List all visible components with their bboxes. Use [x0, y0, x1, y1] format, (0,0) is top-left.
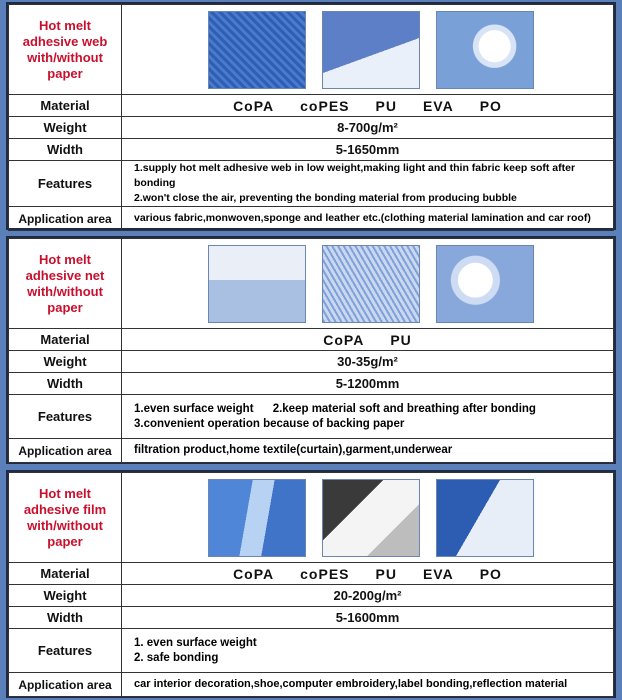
- web-roll-edge-image: [322, 11, 420, 89]
- application-label: Application area: [9, 673, 122, 697]
- width-value: 5-1600mm: [122, 607, 614, 629]
- weight-value: 30-35g/m²: [122, 351, 614, 373]
- material-item: PO: [479, 97, 502, 114]
- material-values: [122, 563, 614, 585]
- title-line: Hot melt: [39, 485, 91, 501]
- weight-label: Weight: [9, 585, 122, 607]
- material-item: coPES: [300, 97, 350, 114]
- width-value: 5-1200mm: [122, 373, 614, 395]
- material-item: EVA: [422, 97, 454, 114]
- film-roll-blue-image: [208, 479, 306, 557]
- material-values: [122, 329, 614, 351]
- material-item: EVA: [422, 565, 454, 582]
- section-film: [6, 470, 616, 698]
- features-value: [122, 395, 614, 439]
- application-value: filtration product,home textile(curtain),garment,underwear: [122, 439, 614, 463]
- section-web: [6, 2, 616, 230]
- title-line: adhesive web: [22, 33, 108, 49]
- application-value: various fabric,monwoven,sponge and leather etc.(clothing material lamination and car roof): [122, 207, 614, 231]
- title-line: paper: [47, 533, 83, 549]
- feature-line: 3.convenient operation because of backing paper: [134, 417, 405, 430]
- fabric-web-texture-image: [208, 11, 306, 89]
- weight-label: Weight: [9, 351, 122, 373]
- material-label: Material: [9, 95, 122, 117]
- width-label: Width: [9, 607, 122, 629]
- section-title: [9, 5, 122, 95]
- film-roll-white-image: [436, 479, 534, 557]
- width-value: 5-1650mm: [122, 139, 614, 161]
- material-label: Material: [9, 563, 122, 585]
- material-item: PU: [390, 331, 412, 348]
- material-item: PO: [479, 565, 502, 582]
- title-line: Hot melt: [39, 251, 91, 267]
- section-title: [9, 473, 122, 563]
- title-line: with/without: [27, 517, 103, 533]
- application-label: Application area: [9, 439, 122, 463]
- features-label: Features: [9, 395, 122, 439]
- title-line: with/without: [27, 283, 103, 299]
- title-line: with/without: [27, 49, 103, 65]
- title-line: paper: [47, 65, 83, 81]
- application-label: Application area: [9, 207, 122, 231]
- material-item: PU: [375, 97, 397, 114]
- weight-value: 20-200g/m²: [122, 585, 614, 607]
- width-label: Width: [9, 139, 122, 161]
- material-item: PU: [375, 565, 397, 582]
- weight-label: Weight: [9, 117, 122, 139]
- width-label: Width: [9, 373, 122, 395]
- title-line: adhesive film: [23, 501, 107, 517]
- net-roll-closeup-image: [436, 245, 534, 323]
- image-cell: [122, 5, 614, 95]
- application-value: car interior decoration,shoe,computer embroidery,label bonding,reflection material: [122, 673, 614, 697]
- features-value: [122, 629, 614, 673]
- feature-line: 1. even surface weight: [134, 636, 257, 649]
- feature-line: 1.even surface weight 2.keep material soft and breathing after bonding: [134, 402, 536, 415]
- features-label: Features: [9, 161, 122, 207]
- section-net: [6, 236, 616, 464]
- features-value: [122, 161, 614, 207]
- image-cell: [122, 239, 614, 329]
- title-line: paper: [47, 299, 83, 315]
- feature-line: 2. safe bonding: [134, 651, 219, 664]
- title-line: adhesive net: [25, 267, 105, 283]
- material-item: CoPA: [323, 331, 365, 348]
- material-item: CoPA: [233, 97, 275, 114]
- web-roll-image: [436, 11, 534, 89]
- title-line: Hot melt: [39, 17, 91, 33]
- feature-line: 2.won't close the air, preventing the bonding material from producing bubble: [134, 192, 517, 204]
- feature-line: 1.supply hot melt adhesive web in low weight,making light and thin fabric keep soft after bonding: [134, 162, 576, 189]
- weight-value: 8-700g/m²: [122, 117, 614, 139]
- features-label: Features: [9, 629, 122, 673]
- film-sheet-image: [322, 479, 420, 557]
- material-values: [122, 95, 614, 117]
- material-item: CoPA: [233, 565, 275, 582]
- section-title: [9, 239, 122, 329]
- image-cell: [122, 473, 614, 563]
- net-roll-image: [208, 245, 306, 323]
- material-label: Material: [9, 329, 122, 351]
- net-mesh-texture-image: [322, 245, 420, 323]
- material-item: coPES: [300, 565, 350, 582]
